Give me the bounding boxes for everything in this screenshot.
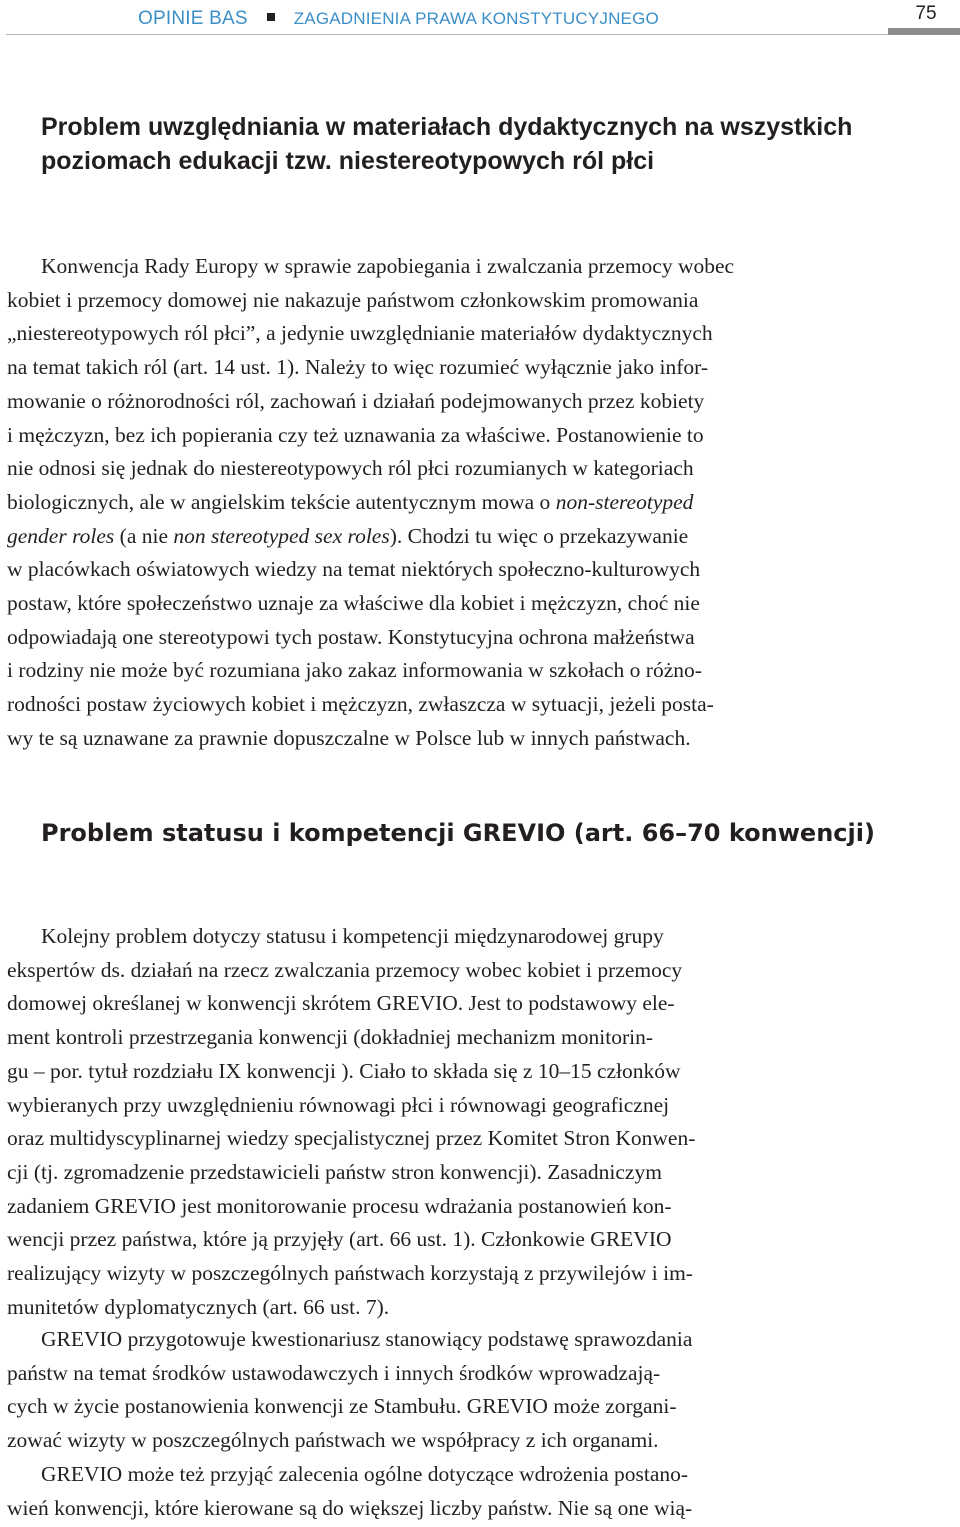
square-separator-icon bbox=[267, 13, 275, 21]
text-line: Konwencja Rady Europy w sprawie zapobiegania i zwalczania przemocy wobec bbox=[41, 254, 735, 278]
text-line: nie odnosi się jednak do niestereotypowych ról płci rozumianych w kategoriach bbox=[7, 456, 694, 481]
text-line: Kolejny problem dotyczy statusu i kompetencji międzynarodowej grupy bbox=[41, 924, 664, 948]
text-line: munitetów dyplomatycznych (art. 66 ust. 7). bbox=[7, 1294, 390, 1319]
text-line: cji (tj. zgromadzenie przedstawicieli państw stron konwencji). Zasadniczym bbox=[7, 1159, 662, 1184]
text-line: cych w życie postanowienia konwencji ze Stambułu. GREVIO może zorgani- bbox=[7, 1394, 677, 1419]
section-heading-grevio: Problem statusu i kompetencji GREVIO (art. 66–70 konwencji) bbox=[41, 819, 875, 847]
text-line: wencji przez państwa, które ją przyjęły (art. 66 ust. 1). Członkowie GREVIO bbox=[7, 1227, 672, 1252]
text-line: na temat takich ról (art. 14 ust. 1). Należy to więc rozumieć wyłącznie jako infor- bbox=[7, 355, 709, 380]
text-line: oraz multidyscyplinarnej wiedzy specjalistycznej przez Komitet Stron Konwen- bbox=[7, 1126, 696, 1151]
text-line: ment kontroli przestrzegania konwencji (dokładniej mechanizm monitorin- bbox=[7, 1025, 653, 1050]
text-line: rodności postaw życiowych kobiet i mężczyzn, zwłaszcza w sytuacji, jeżeli posta- bbox=[7, 692, 714, 717]
section-title: ZAGADNIENIA PRAWA KONSTYTUCYJNEGO bbox=[293, 9, 659, 28]
section-2-paragraph-3 bbox=[7, 1458, 836, 1525]
text-line: kobiet i przemocy domowej nie nakazuje państwom członkowskim promowania bbox=[7, 287, 699, 312]
text-line: GREVIO przygotowuje kwestionariusz stanowiący podstawę sprawozdania bbox=[41, 1327, 693, 1351]
text-line: i mężczyzn, bez ich popierania czy też uznawania za właściwe. Postanowienie to bbox=[7, 422, 704, 447]
text-line: domowej określanej w konwencji skrótem GREVIO. Jest to podstawowy ele- bbox=[7, 991, 675, 1016]
text-line: w placówkach oświatowych wiedzy na temat niektórych społeczno-kulturowych bbox=[7, 557, 701, 582]
journal-title: OPINIE BAS bbox=[138, 8, 248, 29]
text-line: wień konwencji, które kierowane są do większej liczby państw. Nie są one wią- bbox=[7, 1495, 693, 1520]
text-line: ekspertów ds. działań na rzecz zwalczania przemocy wobec kobiet i przemocy bbox=[7, 957, 683, 982]
text-line: wy te są uznawane za prawnie dopuszczalne w Polsce lub w innych państwach. bbox=[7, 725, 691, 750]
page-number: 75 bbox=[915, 3, 937, 24]
running-header-title bbox=[138, 7, 659, 31]
text-line: realizujący wizyty w poszczególnych państwach korzystają z przywilejów i im- bbox=[7, 1261, 693, 1286]
text-line: postaw, które społeczeństwo uznaje za właściwe dla kobiet i mężczyzn, choć nie bbox=[7, 591, 700, 616]
text-line: „niestereotypowych ról płci”, a jedynie uwzględnianie materiałów dydaktycznych bbox=[7, 321, 713, 346]
text-line: gender roles (a nie non stereotyped sex roles). Chodzi tu więc o przekazywanie bbox=[7, 523, 689, 548]
page-number-bar bbox=[888, 28, 960, 35]
text-line: mowanie o różnorodności ról, zachowań i działań podejmowanych przez kobiety bbox=[7, 388, 705, 413]
text-line: gu – por. tytuł rozdziału IX konwencji ). Ciało to składa się z 10–15 członków bbox=[7, 1058, 681, 1083]
section-heading-didactic-materials: Problem uwzględniania w materiałach dydaktycznych na wszystkich poziomach edukacji tzw. niestereotypowych ról płci bbox=[41, 113, 853, 175]
text-line: i rodziny nie może być rozumiana jako zakaz informowania w szkołach o różno- bbox=[7, 658, 702, 683]
text-line: zować wizyty w poszczególnych państwach we współpracy z ich organami. bbox=[7, 1428, 659, 1453]
text-line: wybieranych przy uwzględnieniu równowagi płci i równowagi geograficznej bbox=[7, 1092, 670, 1117]
header-divider bbox=[6, 34, 888, 35]
text-line: GREVIO może też przyjąć zalecenia ogólne dotyczące wdrożenia postano- bbox=[41, 1462, 689, 1486]
text-line: odpowiadają one stereotypowi tych postaw. Konstytucyjna ochrona małżeństwa bbox=[7, 624, 695, 649]
running-header bbox=[0, 0, 960, 40]
section-2-paragraph-1 bbox=[7, 920, 836, 1324]
section-1-paragraph bbox=[7, 250, 836, 756]
text-line: państw na temat środków ustawodawczych i innych środków wprowadzają- bbox=[7, 1360, 661, 1385]
text-line: biologicznych, ale w angielskim tekście autentycznym mowa o non-stereotyped bbox=[7, 489, 694, 514]
text-line: zadaniem GREVIO jest monitorowanie procesu wdrażania postanowień kon- bbox=[7, 1193, 672, 1218]
section-2-paragraph-2 bbox=[7, 1323, 836, 1458]
